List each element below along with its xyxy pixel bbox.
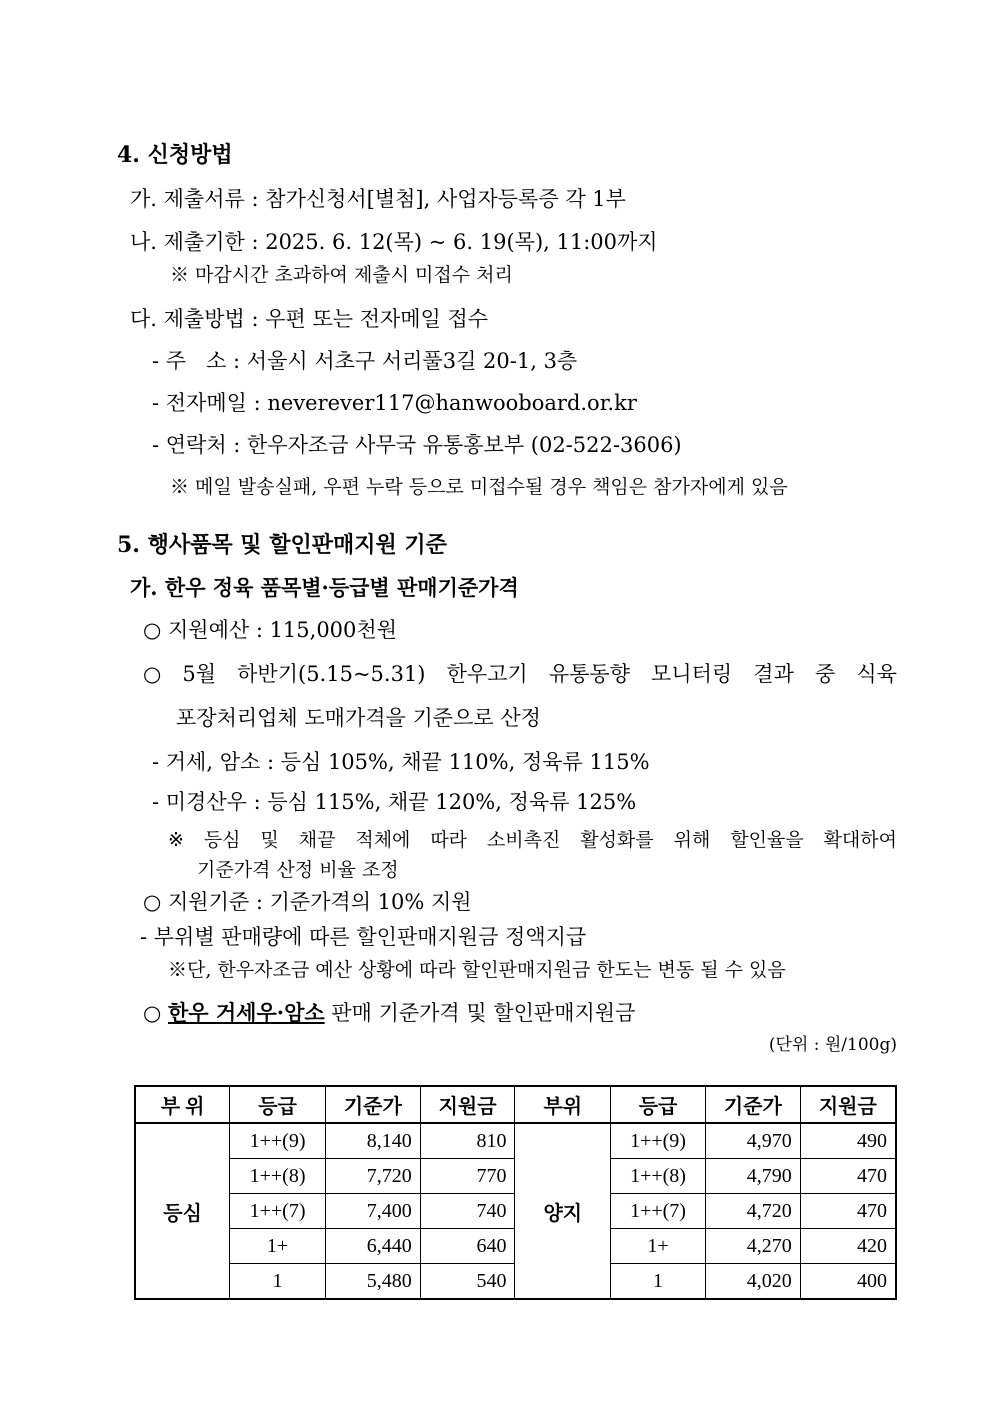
price-cell: 8,140: [325, 1123, 420, 1159]
word: 식육: [856, 662, 897, 686]
support-sub: - 부위별 판매량에 따른 할인판매지원금 정액지급: [140, 925, 587, 949]
header-subsidy: 지원금: [420, 1086, 515, 1123]
submission-deadline: 나. 제출기한 : 2025. 6. 12(목) ~ 6. 19(목), 11:00까지: [130, 230, 658, 254]
grade-cell: 1++(9): [611, 1123, 706, 1159]
price-cell: 4,720: [705, 1194, 800, 1229]
subsidy-cell: 740: [420, 1194, 515, 1229]
header-part: 부위: [515, 1086, 611, 1123]
word: 채끝: [298, 829, 336, 851]
subsidy-cell: 490: [800, 1123, 896, 1159]
address-line: - 주 소 : 서울시 서초구 서리풀3길 20-1, 3층: [152, 349, 578, 373]
support-criteria: ○ 지원기준 : 기준가격의 10% 지원: [143, 890, 472, 914]
word: 결과: [753, 662, 794, 686]
word: 할인율을: [730, 829, 804, 851]
price-table: [134, 1085, 897, 1300]
word: 하반기(5.15~5.31): [237, 662, 426, 686]
grade-cell: 1++(8): [230, 1159, 326, 1194]
ratio-note-line2: 기준가격 산정 비율 조정: [197, 859, 399, 881]
word: ○: [143, 662, 162, 686]
word: 유통동향: [548, 662, 630, 686]
subsidy-cell: 420: [800, 1229, 896, 1264]
word: 및: [260, 829, 279, 851]
price-cell: 4,970: [705, 1123, 800, 1159]
word: 확대하여: [823, 829, 897, 851]
grade-cell: 1: [611, 1264, 706, 1300]
table-title: [143, 999, 635, 1027]
table-row: [135, 1123, 896, 1159]
table-header-row: [135, 1086, 896, 1123]
price-cell: 4,020: [705, 1264, 800, 1300]
grade-cell: 1+: [611, 1229, 706, 1264]
grade-cell: 1++(9): [230, 1123, 326, 1159]
word: 한우고기: [446, 662, 528, 686]
part-deungsim: 등심: [135, 1123, 230, 1299]
section4-title: 4. 신청방법: [117, 142, 233, 168]
header-subsidy: 지원금: [800, 1086, 896, 1123]
unit-label: (단위 : 원/100g): [768, 1035, 897, 1055]
grade-cell: 1++(7): [611, 1194, 706, 1229]
geose-ratio: - 거세, 암소 : 등심 105%, 채끝 110%, 정육류 115%: [152, 750, 650, 774]
word: ※: [168, 829, 184, 851]
grade-cell: 1+: [230, 1229, 326, 1264]
word: 5월: [182, 662, 217, 686]
section5-title: 5. 행사품목 및 할인판매지원 기준: [117, 532, 447, 558]
subsidy-cell: 470: [800, 1194, 896, 1229]
word: 따라: [430, 829, 468, 851]
price-cell: 7,720: [325, 1159, 420, 1194]
word: 활성화를: [580, 829, 654, 851]
word: 등심: [203, 829, 241, 851]
subsidy-cell: 640: [420, 1229, 515, 1264]
subsidy-cell: 810: [420, 1123, 515, 1159]
price-cell: 5,480: [325, 1264, 420, 1300]
table-title-emphasis: 한우 거세우·암소: [168, 1000, 325, 1025]
word: 중: [814, 662, 836, 686]
ratio-note-line1: [168, 826, 897, 854]
header-part: 부 위: [135, 1086, 230, 1123]
grade-cell: 1++(7): [230, 1194, 326, 1229]
word: 소비촉진: [486, 829, 561, 851]
header-base-price: 기준가: [325, 1086, 420, 1123]
subsidy-cell: 770: [420, 1159, 515, 1194]
price-cell: 4,270: [705, 1229, 800, 1264]
mail-failure-note: ※ 메일 발송실패, 우편 누락 등으로 미접수될 경우 책임은 참가자에게 있음: [170, 476, 788, 498]
price-cell: 6,440: [325, 1229, 420, 1264]
subsidy-cell: 540: [420, 1264, 515, 1300]
subsidy-cell: 470: [800, 1159, 896, 1194]
subsection-ga-title: 가. 한우 정육 품목별·등급별 판매기준가격: [130, 575, 519, 600]
bullet: ○: [143, 1001, 162, 1025]
support-budget: ○ 지원예산 : 115,000천원: [143, 618, 397, 642]
price-basis-line2: 포장처리업체 도매가격을 기준으로 산정: [176, 706, 541, 730]
header-grade: 등급: [230, 1086, 326, 1123]
migyeong-ratio: - 미경산우 : 등심 115%, 채끝 120%, 정육류 125%: [152, 790, 637, 814]
price-basis-line1: [143, 660, 897, 688]
part-yangji: 양지: [515, 1123, 611, 1299]
header-base-price: 기준가: [705, 1086, 800, 1123]
word: 위해: [673, 829, 711, 851]
header-grade: 등급: [611, 1086, 706, 1123]
email-line: - 전자메일 : neverever117@hanwooboard.or.kr: [152, 391, 637, 415]
grade-cell: 1++(8): [611, 1159, 706, 1194]
word: 모니터링: [651, 662, 733, 686]
subsidy-cell: 400: [800, 1264, 896, 1300]
budget-limit-note: ※단, 한우자조금 예산 상황에 따라 할인판매지원금 한도는 변동 될 수 있음: [168, 959, 786, 981]
price-cell: 4,790: [705, 1159, 800, 1194]
grade-cell: 1: [230, 1264, 326, 1300]
deadline-note: ※ 마감시간 초과하여 제출시 미접수 처리: [170, 264, 513, 286]
contact-line: - 연락처 : 한우자조금 사무국 유통홍보부 (02-522-3606): [152, 433, 682, 457]
word: 적체에: [355, 829, 411, 851]
table-title-rest: 판매 기준가격 및 할인판매지원금: [331, 1001, 636, 1025]
price-cell: 7,400: [325, 1194, 420, 1229]
submission-method: 다. 제출방법 : 우편 또는 전자메일 접수: [130, 307, 489, 331]
submission-documents: 가. 제출서류 : 참가신청서[별첨], 사업자등록증 각 1부: [130, 187, 626, 211]
